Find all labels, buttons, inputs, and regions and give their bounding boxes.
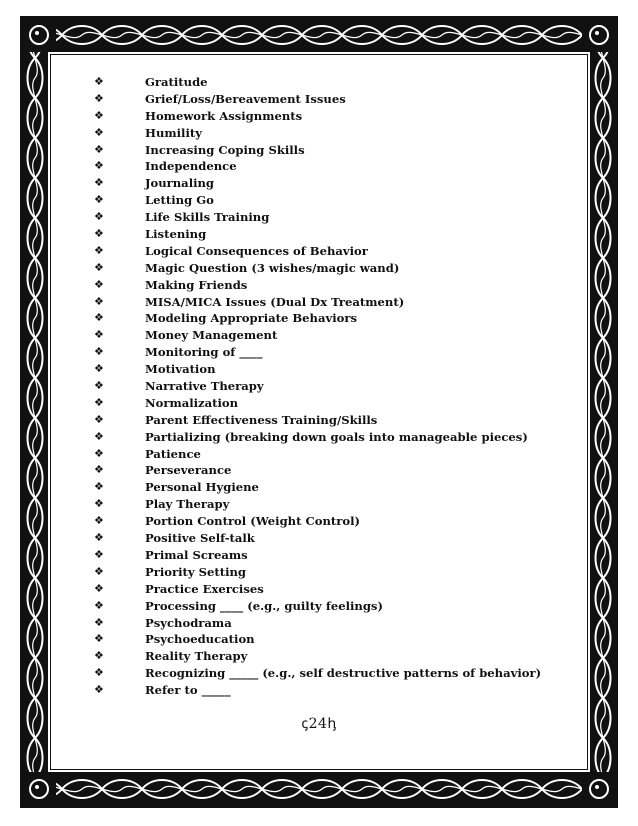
list-item bbox=[0, 327, 638, 344]
list-item-text: Magic Question (3 wishes/magic wand) bbox=[145, 260, 400, 275]
diamond-bullet-icon: ❖ bbox=[94, 514, 104, 528]
diamond-bullet-icon: ❖ bbox=[94, 210, 104, 224]
diamond-bullet-icon: ❖ bbox=[94, 581, 104, 595]
list-item-text: Homework Assignments bbox=[145, 108, 303, 123]
list-item bbox=[0, 142, 638, 159]
list-item-text: Personal Hygiene bbox=[145, 480, 259, 495]
list-item-text: Practice Exercises bbox=[145, 581, 264, 596]
border-chain-pattern-top bbox=[22, 18, 616, 52]
list-item bbox=[0, 496, 638, 513]
diamond-bullet-icon: ❖ bbox=[94, 75, 104, 88]
list-item bbox=[0, 243, 638, 260]
corner-ornament-bottom-left bbox=[22, 772, 56, 806]
list-item bbox=[0, 260, 638, 277]
diamond-bullet-icon: ❖ bbox=[94, 547, 104, 561]
list-item bbox=[0, 513, 638, 530]
diamond-bullet-icon: ❖ bbox=[94, 362, 104, 376]
diamond-bullet-icon: ❖ bbox=[94, 91, 104, 105]
diamond-bullet-icon: ❖ bbox=[94, 294, 104, 308]
list-item-text: Journaling bbox=[145, 176, 215, 191]
list-item-text: Recognizing _____ (e.g., self destructive patterns of behavior) bbox=[145, 666, 542, 681]
list-item-text: Portion Control (Weight Control) bbox=[145, 514, 360, 529]
list-item-text: Positive Self-talk bbox=[145, 531, 255, 546]
list-item-text: Play Therapy bbox=[145, 497, 230, 512]
list-item bbox=[0, 598, 638, 615]
list-item bbox=[0, 530, 638, 547]
page-number bbox=[0, 714, 638, 733]
list-item bbox=[0, 462, 638, 479]
diamond-bullet-icon: ❖ bbox=[94, 649, 104, 663]
list-item-text: Independence bbox=[145, 159, 237, 174]
diamond-bullet-icon: ❖ bbox=[94, 345, 104, 359]
list-item-text: Reality Therapy bbox=[145, 649, 248, 664]
diamond-bullet-icon: ❖ bbox=[94, 564, 104, 578]
list-item-text: Processing ____ (e.g., guilty feelings) bbox=[145, 598, 383, 613]
list-item bbox=[0, 175, 638, 192]
list-item bbox=[0, 125, 638, 142]
list-item-text: Perseverance bbox=[145, 463, 232, 478]
list-item bbox=[0, 631, 638, 648]
list-item-text: Letting Go bbox=[145, 193, 214, 208]
list-item-text: Logical Consequences of Behavior bbox=[145, 243, 368, 258]
list-item bbox=[0, 294, 638, 311]
border-top-band bbox=[22, 18, 616, 52]
list-item bbox=[0, 547, 638, 564]
list-item bbox=[0, 581, 638, 598]
page-number-text: ꞔ24ꞕ bbox=[301, 716, 337, 732]
list-item-text: Modeling Appropriate Behaviors bbox=[145, 311, 358, 326]
diamond-bullet-icon: ❖ bbox=[94, 311, 104, 325]
diamond-bullet-icon: ❖ bbox=[94, 632, 104, 646]
corner-ornament-top-right bbox=[582, 18, 616, 52]
list-item bbox=[0, 412, 638, 429]
list-item-text: Monitoring of ____ bbox=[145, 345, 263, 360]
list-item bbox=[0, 648, 638, 665]
list-item bbox=[0, 344, 638, 361]
list-item-text: Partializing (breaking down goals into manageable pieces) bbox=[145, 429, 528, 444]
list-item bbox=[0, 615, 638, 632]
list-item bbox=[0, 564, 638, 581]
diamond-bullet-icon: ❖ bbox=[94, 277, 104, 291]
list-item-text: MISA/MICA Issues (Dual Dx Treatment) bbox=[145, 294, 405, 309]
list-item-text: Priority Setting bbox=[145, 564, 247, 579]
corner-ornament-top-left bbox=[22, 18, 56, 52]
diamond-bullet-icon: ❖ bbox=[94, 125, 104, 139]
list-item-text: Refer to _____ bbox=[145, 683, 231, 698]
diamond-bullet-icon: ❖ bbox=[94, 142, 104, 156]
technique-list bbox=[0, 74, 638, 699]
list-item-text: Making Friends bbox=[145, 277, 248, 292]
diamond-bullet-icon: ❖ bbox=[94, 497, 104, 511]
diamond-bullet-icon: ❖ bbox=[94, 531, 104, 545]
list-item-text: Grief/Loss/Bereavement Issues bbox=[145, 91, 346, 106]
list-item-text: Motivation bbox=[145, 362, 216, 377]
diamond-bullet-icon: ❖ bbox=[94, 243, 104, 257]
diamond-bullet-icon: ❖ bbox=[94, 227, 104, 241]
diamond-bullet-icon: ❖ bbox=[94, 193, 104, 207]
diamond-bullet-icon: ❖ bbox=[94, 480, 104, 494]
list-item-text: Humility bbox=[145, 125, 202, 140]
diamond-bullet-icon: ❖ bbox=[94, 429, 104, 443]
list-item-text: Increasing Coping Skills bbox=[145, 142, 305, 157]
diamond-bullet-icon: ❖ bbox=[94, 328, 104, 342]
list-item-text: Money Management bbox=[145, 328, 278, 343]
diamond-bullet-icon: ❖ bbox=[94, 395, 104, 409]
list-item-text: Narrative Therapy bbox=[145, 379, 264, 394]
list-item bbox=[0, 395, 638, 412]
diamond-bullet-icon: ❖ bbox=[94, 379, 104, 393]
list-item bbox=[0, 479, 638, 496]
diamond-bullet-icon: ❖ bbox=[94, 463, 104, 477]
corner-ornament-bottom-right bbox=[582, 772, 616, 806]
diamond-bullet-icon: ❖ bbox=[94, 615, 104, 629]
list-item bbox=[0, 192, 638, 209]
list-item bbox=[0, 277, 638, 294]
list-item-text: Psychodrama bbox=[145, 615, 232, 630]
list-item bbox=[0, 226, 638, 243]
list-item-text: Primal Screams bbox=[145, 547, 248, 562]
list-item bbox=[0, 108, 638, 125]
list-item bbox=[0, 665, 638, 682]
list-item bbox=[0, 682, 638, 699]
list-item-text: Parent Effectiveness Training/Skills bbox=[145, 412, 378, 427]
list-item-text: Life Skills Training bbox=[145, 210, 270, 225]
list-item bbox=[0, 158, 638, 175]
list-item bbox=[0, 378, 638, 395]
diamond-bullet-icon: ❖ bbox=[94, 108, 104, 122]
list-item-text: Patience bbox=[145, 446, 201, 461]
diamond-bullet-icon: ❖ bbox=[94, 176, 104, 190]
list-item bbox=[0, 446, 638, 463]
list-item bbox=[0, 361, 638, 378]
diamond-bullet-icon: ❖ bbox=[94, 412, 104, 426]
list-item-text: Normalization bbox=[145, 395, 239, 410]
border-chain-pattern-bottom bbox=[22, 772, 616, 806]
diamond-bullet-icon: ❖ bbox=[94, 260, 104, 274]
diamond-bullet-icon: ❖ bbox=[94, 598, 104, 612]
diamond-bullet-icon: ❖ bbox=[94, 683, 104, 697]
border-bottom-band bbox=[22, 772, 616, 806]
diamond-bullet-icon: ❖ bbox=[94, 159, 104, 173]
list-item bbox=[0, 310, 638, 327]
diamond-bullet-icon: ❖ bbox=[94, 666, 104, 680]
list-item-text: Psychoeducation bbox=[145, 632, 255, 647]
list-item-text: Listening bbox=[145, 227, 207, 242]
diamond-bullet-icon: ❖ bbox=[94, 446, 104, 460]
list-item bbox=[0, 91, 638, 108]
list-item bbox=[0, 209, 638, 226]
list-item-text: Gratitude bbox=[145, 75, 208, 89]
list-item bbox=[0, 74, 638, 91]
list-item bbox=[0, 429, 638, 446]
